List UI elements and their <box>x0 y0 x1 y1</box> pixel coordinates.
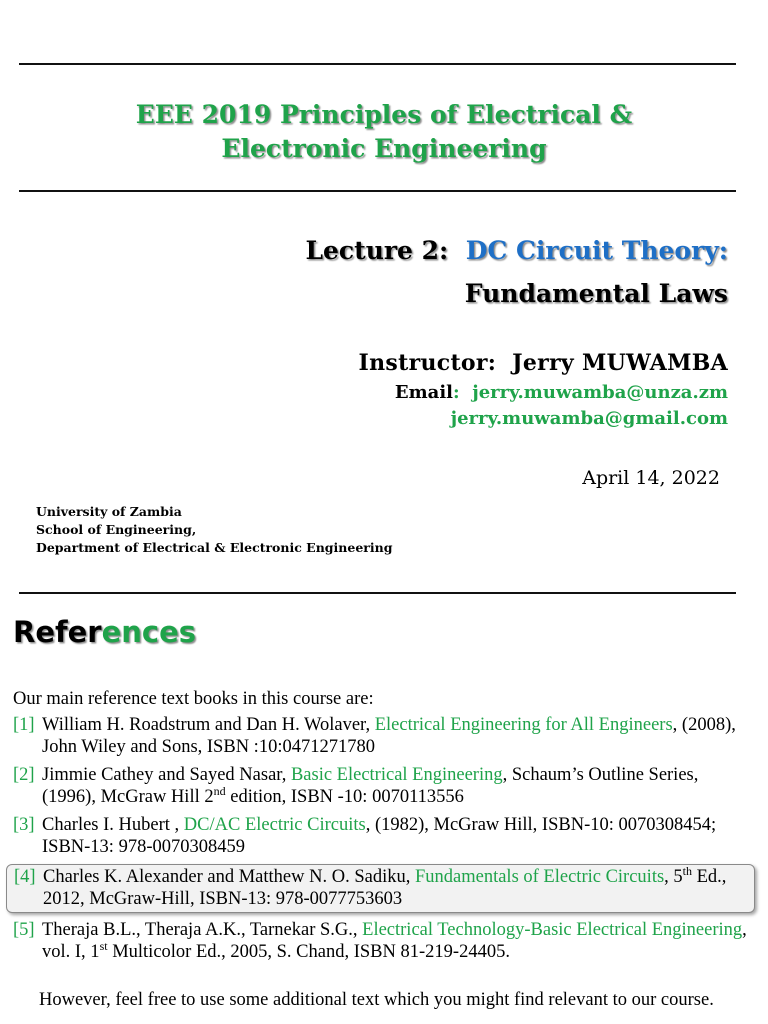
reference-number: [1] <box>13 715 35 735</box>
references-list <box>13 688 753 969</box>
email-primary-link[interactable]: jerry.muwamba@unza.zm <box>472 382 728 403</box>
reference-number: [2] <box>13 765 35 785</box>
references-heading-part-2: ences <box>101 615 197 649</box>
reference-details: , vol. I, 1 <box>42 920 747 962</box>
reference-authors: Jimmie Cathey and Sayed Nasar, <box>42 765 291 785</box>
reference-details-end: Multicolor Ed., 2005, S. Chand, ISBN 81-219-24405. <box>107 942 510 962</box>
reference-title: Basic Electrical Engineering <box>290 765 503 785</box>
reference-item <box>13 919 753 963</box>
email-secondary-link[interactable]: jerry.muwamba@gmail.com <box>450 408 728 429</box>
reference-item <box>13 714 753 758</box>
reference-ordinal: th <box>682 863 692 878</box>
reference-item <box>13 814 753 858</box>
reference-title: DC/AC Electric Circuits <box>183 815 366 835</box>
lecture-topic: DC Circuit Theory: <box>465 236 728 265</box>
course-title <box>0 98 768 166</box>
instructor-name: Jerry MUWAMBA <box>512 350 728 376</box>
instructor-line <box>359 350 728 376</box>
bottom-divider <box>19 592 736 594</box>
closing-note: However, feel free to use some additional text which you might find relevant to our course. <box>39 990 714 1010</box>
reference-item <box>13 764 753 808</box>
lecture-title <box>305 236 728 265</box>
reference-details-end: Ed., 2012, McGraw-Hill, ISBN-13: 978-0077753603 <box>43 867 727 909</box>
reference-title: Electrical Engineering for All Engineers <box>374 715 673 735</box>
reference-authors: Theraja B.L., Theraja A.K., Tarnekar S.G., <box>42 920 363 940</box>
reference-authors: William H. Roadstrum and Dan H. Wolaver, <box>42 715 375 735</box>
title-divider <box>19 190 736 192</box>
email-line <box>395 382 728 403</box>
references-heading-part-1: Refer <box>13 615 102 649</box>
affiliation-university: University of Zambia <box>36 504 182 519</box>
reference-details-end: edition, ISBN -10: 0070113556 <box>225 787 464 807</box>
affiliation-school: School of Engineering, <box>36 522 197 537</box>
reference-title: Fundamentals of Electric Circuits <box>414 867 665 887</box>
lecture-subtitle: Fundamental Laws <box>464 279 728 308</box>
email-colon: : <box>453 382 460 403</box>
references-intro: Our main reference text books in this course are: <box>13 689 374 709</box>
lecture-number: Lecture 2: <box>305 236 449 265</box>
top-divider <box>19 63 736 65</box>
references-heading <box>13 615 196 649</box>
email-label: Email <box>394 382 454 403</box>
reference-item-highlighted <box>6 864 755 913</box>
reference-ordinal: st <box>99 938 108 953</box>
reference-authors: Charles I. Hubert , <box>42 815 184 835</box>
reference-details: , Schaum’s Outline Series, (1996), McGraw Hill 2 <box>42 765 699 807</box>
reference-ordinal: nd <box>213 783 226 798</box>
instructor-label: Instructor: <box>358 350 497 376</box>
course-title-line-1: EEE 2019 Principles of Electrical & <box>135 100 633 129</box>
affiliation <box>36 503 392 557</box>
reference-number: [5] <box>13 920 35 940</box>
course-title-line-2: Electronic Engineering <box>221 134 547 163</box>
reference-number: [3] <box>13 815 35 835</box>
reference-number: [4] <box>14 867 36 887</box>
reference-details: , (1982), McGraw Hill, ISBN-10: 0070308454; ISBN-13: 978-0070308459 <box>42 815 717 857</box>
lecture-date: April 14, 2022 <box>582 467 720 489</box>
affiliation-department: Department of Electrical & Electronic Engineering <box>36 540 393 555</box>
reference-authors: Charles K. Alexander and Matthew N. O. Sadiku, <box>43 867 415 887</box>
reference-title: Electrical Technology-Basic Electrical Engineering <box>362 920 743 940</box>
reference-details: , (2008), John Wiley and Sons, ISBN :10:0471271780 <box>42 715 736 757</box>
reference-details: , 5 <box>664 867 683 887</box>
